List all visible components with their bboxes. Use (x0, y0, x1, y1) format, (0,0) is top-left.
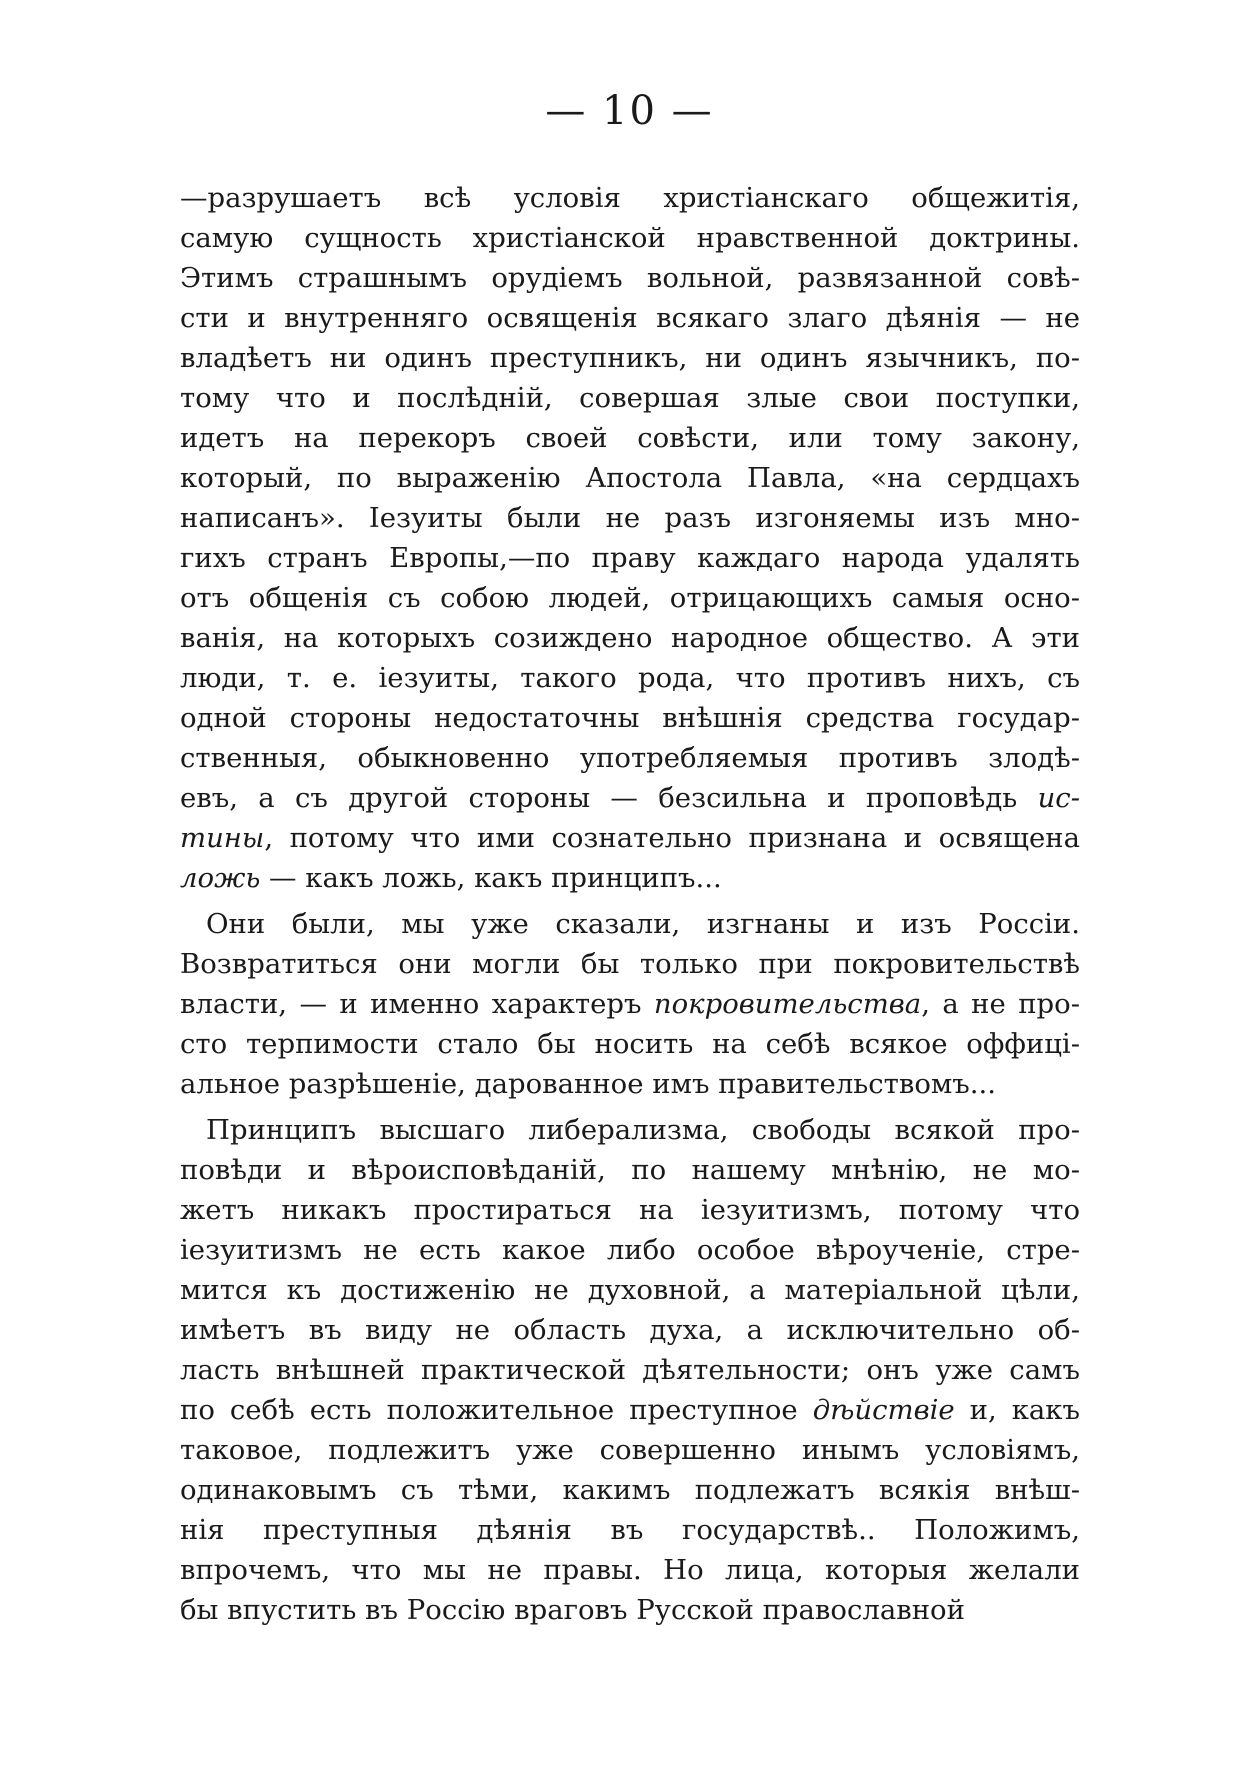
text-segment: — какъ ложь, какъ принципъ... (260, 862, 722, 894)
text-segment: ственныя, обыкновенно употребляемыя противъ злодѣ- (180, 742, 1080, 774)
text-segment: евъ, а съ другой стороны — безсильна и проповѣдь (180, 782, 1038, 814)
text-segment: владѣетъ ни одинъ преступникъ, ни одинъ язычникъ, по- (180, 342, 1080, 374)
text-line (180, 378, 1080, 418)
text-line (180, 1390, 1080, 1430)
text-line (180, 218, 1080, 258)
text-line (180, 1430, 1080, 1470)
text-segment: Принципъ высшаго либерализма, свободы всякой про- (206, 1114, 1080, 1146)
text-line (180, 1110, 1080, 1150)
text-segment: альное разрѣшеніе, дарованное имъ правительствомъ... (180, 1068, 997, 1100)
text-line (180, 904, 1080, 944)
paragraph (180, 178, 1080, 898)
italic-text: дѣйствіе (812, 1394, 955, 1426)
text-line (180, 858, 1080, 898)
text-segment: жетъ никакъ простираться на іезуитизмъ, потому что (180, 1194, 1080, 1226)
italic-text: ложь (180, 862, 261, 894)
text-line (180, 1190, 1080, 1230)
text-segment: впрочемъ, что мы не правы. Но лица, которыя желали (180, 1554, 1080, 1586)
paragraph (180, 904, 1080, 1104)
text-line (180, 1310, 1080, 1350)
text-line (180, 1064, 1080, 1104)
text-segment: повѣди и вѣроисповѣданій, по нашему мнѣнію, не мо- (180, 1154, 1080, 1186)
text-line (180, 984, 1080, 1024)
text-line (180, 1510, 1080, 1550)
text-line (180, 1470, 1080, 1510)
text-line (180, 818, 1080, 858)
text-segment: іезуитизмъ не есть какое либо особое вѣроученіе, стре- (180, 1234, 1080, 1266)
text-line (180, 1550, 1080, 1590)
text-line (180, 178, 1080, 218)
text-line (180, 778, 1080, 818)
italic-text: покровительства (653, 988, 922, 1020)
text-segment: Они были, мы уже сказали, изгнаны и изъ Россіи. (206, 908, 1080, 940)
text-segment: Возвратиться они могли бы только при покровительствѣ (180, 948, 1080, 980)
page-number: — 10 — (545, 88, 714, 134)
text-segment: тому что и послѣдній, совершая злые свои поступки, (180, 382, 1080, 414)
text-segment: —разрушаетъ всѣ условія христіанскаго общежитія, (180, 182, 1080, 214)
text-segment: нія преступныя дѣянія въ государствѣ.. Положимъ, (180, 1514, 1080, 1546)
text-line (180, 578, 1080, 618)
text-segment: ванія, на которыхъ созиждено народное общество. А эти (180, 622, 1080, 654)
text-segment: люди, т. е. іезуиты, такого рода, что противъ нихъ, съ (180, 662, 1080, 694)
text-segment: по себѣ есть положительное преступное (180, 1394, 813, 1426)
text-line (180, 338, 1080, 378)
italic-text: ис- (1037, 782, 1080, 814)
text-segment: который, по выраженію Апостола Павла, «на сердцахъ (180, 462, 1080, 494)
text-line (180, 738, 1080, 778)
text-segment: гихъ странъ Европы,—по праву каждаго народа удалять (180, 542, 1080, 574)
text-line (180, 1024, 1080, 1064)
text-line (180, 658, 1080, 698)
text-line (180, 258, 1080, 298)
text-line (180, 1590, 1080, 1630)
text-segment: сти и внутренняго освященія всякаго злаго дѣянія — не (180, 302, 1080, 334)
text-segment: отъ общенія съ собою людей, отрицающихъ самыя осно- (180, 582, 1080, 614)
text-segment: имѣетъ въ виду не область духа, а исключительно об- (180, 1314, 1080, 1346)
text-segment: одной стороны недостаточны внѣшнія средства государ- (180, 702, 1080, 734)
paragraph (180, 1110, 1080, 1630)
text-line (180, 1270, 1080, 1310)
text-line (180, 458, 1080, 498)
text-segment: написанъ». Іезуиты были не разъ изгоняемы изъ мно- (180, 502, 1080, 534)
text-segment: мится къ достиженію не духовной, а матеріальной цѣли, (180, 1274, 1080, 1306)
text-line (180, 1230, 1080, 1270)
text-segment: и, какъ (954, 1394, 1080, 1426)
text-line (180, 298, 1080, 338)
text-segment: таковое, подлежитъ уже совершенно инымъ условіямъ, (180, 1434, 1080, 1466)
text-segment: , а не про- (921, 988, 1080, 1020)
text-line (180, 418, 1080, 458)
text-segment: самую сущность христіанской нравственной доктрины. (180, 222, 1080, 254)
text-line (180, 1150, 1080, 1190)
text-segment: идетъ на перекоръ своей совѣсти, или тому закону, (180, 422, 1080, 454)
text-line (180, 1350, 1080, 1390)
body-text (180, 178, 1080, 1630)
text-line (180, 498, 1080, 538)
text-line (180, 538, 1080, 578)
text-line (180, 944, 1080, 984)
text-segment: сто терпимости стало бы носить на себѣ всякое оффиці- (180, 1028, 1080, 1060)
text-segment: ласть внѣшней практической дѣятельности; онъ уже самъ (180, 1354, 1080, 1386)
text-line (180, 698, 1080, 738)
text-segment: бы впустить въ Россію враговъ Русской православной (180, 1594, 965, 1626)
text-segment: одинаковымъ съ тѣми, какимъ подлежатъ всякія внѣш- (180, 1474, 1080, 1506)
text-segment: , потому что ими сознательно признана и освящена (264, 822, 1080, 854)
text-line (180, 618, 1080, 658)
text-segment: власти, — и именно характеръ (180, 988, 654, 1020)
text-segment: Этимъ страшнымъ орудіемъ вольной, развязанной совѣ- (180, 262, 1080, 294)
italic-text: тины (180, 822, 265, 854)
